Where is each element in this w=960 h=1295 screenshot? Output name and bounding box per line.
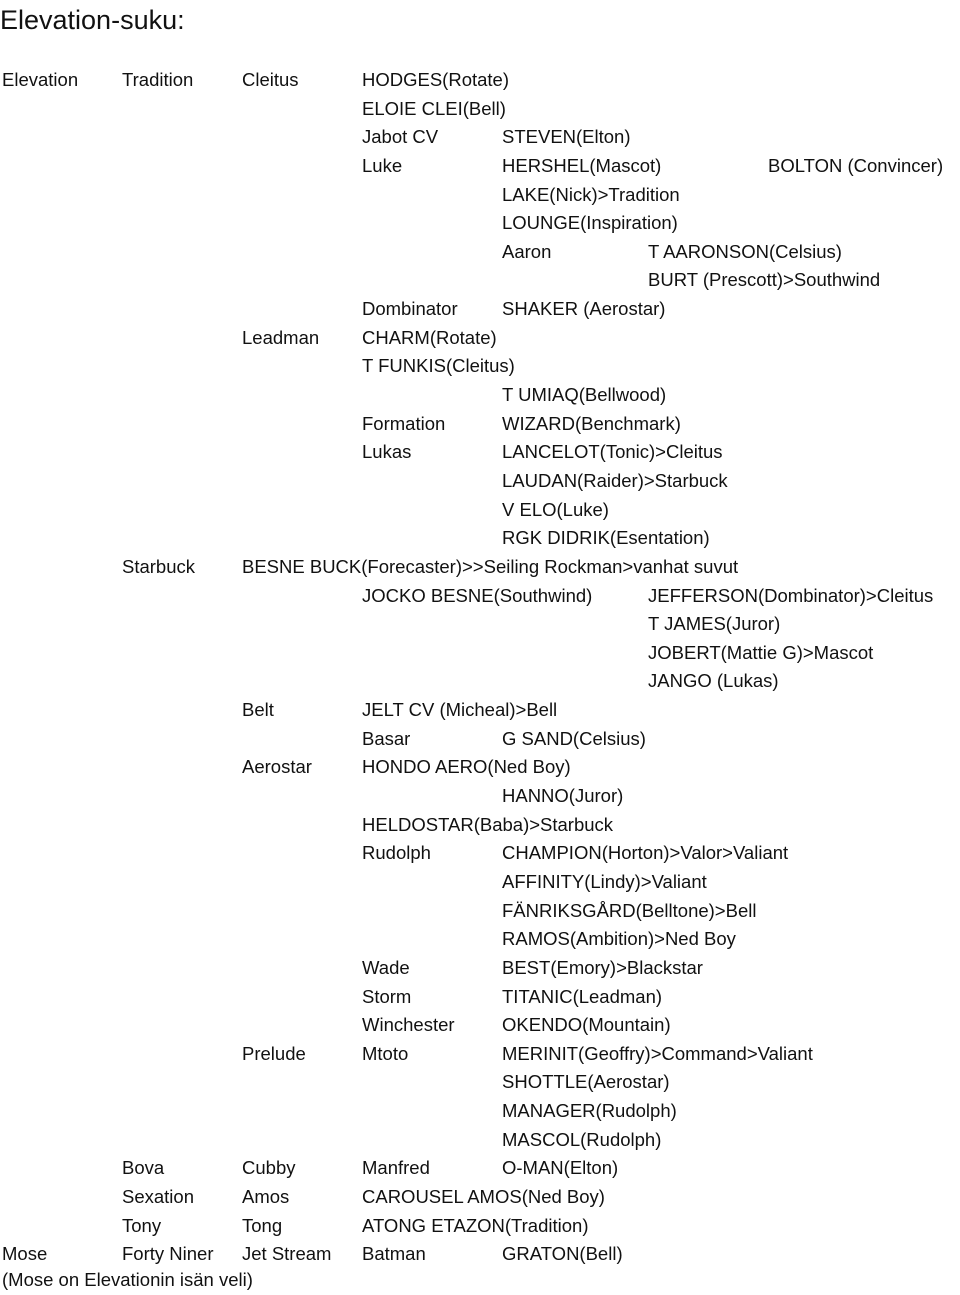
pedigree-entry-great-grandsire: Manfred xyxy=(362,1157,430,1179)
pedigree-row xyxy=(0,324,960,353)
pedigree-entry-gen5: T JAMES(Juror) xyxy=(648,613,781,635)
pedigree-entry-gen5: JOBERT(Mattie G)>Mascot xyxy=(648,641,874,663)
pedigree-entry-sire: Starbuck xyxy=(122,555,196,577)
pedigree-row xyxy=(0,209,960,238)
pedigree-entry-grandsire: Cubby xyxy=(242,1157,296,1179)
pedigree-entry-horse: Elevation xyxy=(2,69,79,90)
pedigree-entry-gen4: STEVEN(Elton) xyxy=(502,126,631,148)
pedigree-entry-gen4: WIZARD(Benchmark) xyxy=(502,412,681,434)
pedigree-entry-gen4: RAMOS(Ambition)>Ned Boy xyxy=(502,928,736,950)
pedigree-entry-sire: Forty Niner xyxy=(122,1243,214,1265)
pedigree-entry-gen4: CHAMPION(Horton)>Valor>Valiant xyxy=(502,842,789,864)
pedigree-entry-horse: Mose xyxy=(2,1243,48,1265)
pedigree-row xyxy=(0,1068,960,1097)
pedigree-entry-great-grandsire: T FUNKIS(Cleitus) xyxy=(362,355,515,377)
pedigree-entry-grandsire: BESNE BUCK(Forecaster)>>Seiling Rockman>vanhat suvut xyxy=(242,555,739,577)
pedigree-entry-great-grandsire: Winchester xyxy=(362,1014,455,1036)
pedigree-entry-gen4: Aaron xyxy=(502,240,552,262)
pedigree-row xyxy=(0,410,960,439)
pedigree-row xyxy=(0,295,960,324)
pedigree-entry-gen4: MANAGER(Rudolph) xyxy=(502,1100,677,1122)
pedigree-row xyxy=(0,696,960,725)
pedigree-entry-grandsire: Leadman xyxy=(242,326,320,348)
pedigree-entry-sire: Tradition xyxy=(122,69,194,90)
pedigree-entry-gen4: SHAKER (Aerostar) xyxy=(502,298,666,320)
pedigree-row xyxy=(0,95,960,124)
pedigree-row xyxy=(0,152,960,181)
pedigree-row xyxy=(0,811,960,840)
pedigree-entry-gen6: BOLTON (Convincer) xyxy=(768,154,944,176)
pedigree-row xyxy=(0,1097,960,1126)
pedigree-row xyxy=(0,181,960,210)
pedigree-entry-grandsire: Prelude xyxy=(242,1042,306,1064)
pedigree-row xyxy=(0,66,960,95)
pedigree-row xyxy=(0,1011,960,1040)
pedigree-entry-great-grandsire: Jabot CV xyxy=(362,126,439,148)
pedigree-row xyxy=(0,1126,960,1155)
pedigree-entry-gen5: BURT (Prescott)>Southwind xyxy=(648,269,881,291)
pedigree-row xyxy=(0,954,960,983)
pedigree-entry-gen4: HERSHEL(Mascot) xyxy=(502,154,662,176)
pedigree-row xyxy=(0,667,960,696)
pedigree-entry-gen4: LAUDAN(Raider)>Starbuck xyxy=(502,469,728,491)
pedigree-row xyxy=(0,983,960,1012)
page-title: Elevation-suku: xyxy=(0,5,185,35)
pedigree-entry-great-grandsire: Dombinator xyxy=(362,298,458,320)
pedigree-row xyxy=(0,352,960,381)
pedigree-row xyxy=(0,266,960,295)
pedigree-row xyxy=(0,839,960,868)
pedigree-entry-gen4: HANNO(Juror) xyxy=(502,785,624,807)
pedigree-entry-gen4: O-MAN(Elton) xyxy=(502,1157,619,1179)
pedigree-row xyxy=(0,725,960,754)
pedigree-row xyxy=(0,1212,960,1241)
pedigree-entry-gen4: MASCOL(Rudolph) xyxy=(502,1128,662,1150)
pedigree-entry-gen5: T AARONSON(Celsius) xyxy=(648,240,842,262)
pedigree-row xyxy=(0,897,960,926)
pedigree-entry-great-grandsire: HODGES(Rotate) xyxy=(362,69,510,90)
pedigree-row xyxy=(0,925,960,954)
pedigree-entry-great-grandsire: Lukas xyxy=(362,441,412,463)
pedigree-row xyxy=(0,524,960,553)
pedigree-entry-great-grandsire: Batman xyxy=(362,1243,426,1265)
pedigree-row xyxy=(0,381,960,410)
pedigree-row xyxy=(0,238,960,267)
pedigree-row xyxy=(0,496,960,525)
pedigree-entry-gen4: AFFINITY(Lindy)>Valiant xyxy=(502,870,707,892)
pedigree-entry-great-grandsire: Basar xyxy=(362,727,411,749)
pedigree-row xyxy=(0,868,960,897)
pedigree-entry-grandsire: Jet Stream xyxy=(242,1243,332,1265)
pedigree-entry-gen4: T UMIAQ(Bellwood) xyxy=(502,384,667,406)
pedigree-row xyxy=(0,1040,960,1069)
pedigree-entry-gen4: OKENDO(Mountain) xyxy=(502,1014,671,1036)
pedigree-row xyxy=(0,438,960,467)
pedigree-entry-great-grandsire: Rudolph xyxy=(362,842,431,864)
pedigree-entry-great-grandsire: Formation xyxy=(362,412,446,434)
pedigree-entry-gen4: G SAND(Celsius) xyxy=(502,727,646,749)
pedigree-entry-gen4: LAKE(Nick)>Tradition xyxy=(502,183,680,205)
pedigree-entry-sire: Bova xyxy=(122,1157,165,1179)
pedigree-entry-gen4: TITANIC(Leadman) xyxy=(502,985,663,1007)
pedigree-row xyxy=(0,553,960,582)
pedigree-entry-gen4: LOUNGE(Inspiration) xyxy=(502,212,678,234)
pedigree-entry-sire: Tony xyxy=(122,1214,162,1236)
pedigree-entry-great-grandsire: Luke xyxy=(362,154,403,176)
pedigree-entry-gen4: MERINIT(Geoffry)>Command>Valiant xyxy=(502,1042,813,1064)
pedigree-entry-grandsire: Cleitus xyxy=(242,69,299,90)
pedigree-entry-great-grandsire: ELOIE CLEI(Bell) xyxy=(362,97,506,119)
pedigree-row xyxy=(0,467,960,496)
pedigree-entry-gen4: RGK DIDRIK(Esentation) xyxy=(502,527,710,549)
pedigree-entry-gen4: BEST(Emory)>Blackstar xyxy=(502,956,703,978)
pedigree-table xyxy=(0,66,960,1269)
footnote: (Mose on Elevationin isän veli) xyxy=(2,1269,253,1290)
pedigree-entry-great-grandsire: JOCKO BESNE(Southwind) xyxy=(362,584,593,606)
pedigree-entry-great-grandsire: CAROUSEL AMOS(Ned Boy) xyxy=(362,1185,605,1207)
pedigree-row xyxy=(0,123,960,152)
pedigree-entry-great-grandsire: Wade xyxy=(362,956,410,978)
pedigree-row xyxy=(0,639,960,668)
pedigree-row xyxy=(0,1154,960,1183)
pedigree-entry-great-grandsire: HONDO AERO(Ned Boy) xyxy=(362,756,571,778)
pedigree-row xyxy=(0,610,960,639)
pedigree-row xyxy=(0,1183,960,1212)
pedigree-entry-great-grandsire: Mtoto xyxy=(362,1042,409,1064)
pedigree-entry-grandsire: Belt xyxy=(242,699,274,721)
pedigree-entry-gen4: SHOTTLE(Aerostar) xyxy=(502,1071,670,1093)
pedigree-entry-great-grandsire: Storm xyxy=(362,985,412,1007)
pedigree-row xyxy=(0,1240,960,1269)
pedigree-row xyxy=(0,753,960,782)
pedigree-entry-gen4: GRATON(Bell) xyxy=(502,1243,623,1265)
pedigree-entry-grandsire: Tong xyxy=(242,1214,283,1236)
pedigree-entry-grandsire: Aerostar xyxy=(242,756,312,778)
pedigree-entry-gen4: FÄNRIKSGÅRD(Belltone)>Bell xyxy=(502,899,757,921)
pedigree-entry-grandsire: Amos xyxy=(242,1185,290,1207)
pedigree-entry-great-grandsire: JELT CV (Micheal)>Bell xyxy=(362,699,558,721)
pedigree-entry-gen5: JEFFERSON(Dombinator)>Cleitus xyxy=(648,584,934,606)
pedigree-entry-gen4: LANCELOT(Tonic)>Cleitus xyxy=(502,441,723,463)
pedigree-entry-great-grandsire: HELDOSTAR(Baba)>Starbuck xyxy=(362,813,614,835)
pedigree-entry-gen5: JANGO (Lukas) xyxy=(648,670,779,692)
pedigree-entry-great-grandsire: CHARM(Rotate) xyxy=(362,326,497,348)
pedigree-entry-sire: Sexation xyxy=(122,1185,194,1207)
pedigree-entry-gen4: V ELO(Luke) xyxy=(502,498,609,520)
pedigree-entry-great-grandsire: ATONG ETAZON(Tradition) xyxy=(362,1214,589,1236)
pedigree-row xyxy=(0,782,960,811)
pedigree-row xyxy=(0,582,960,611)
